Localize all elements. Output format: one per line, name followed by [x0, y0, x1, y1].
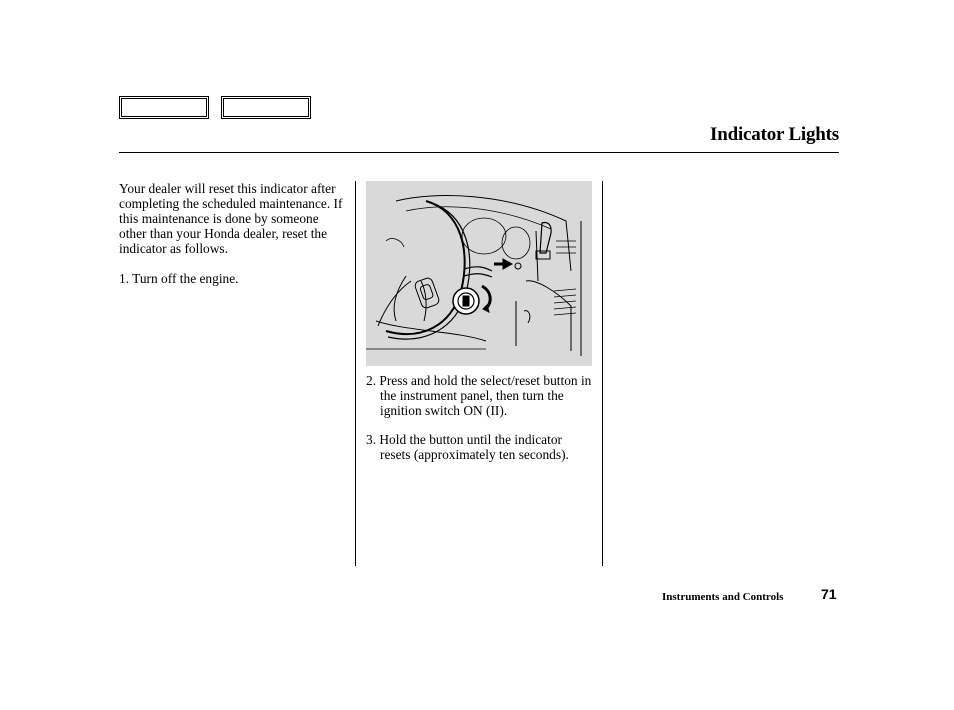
step-3: 3. Hold the button until the indicator resets (approximately ten seconds). — [366, 432, 569, 462]
intro-paragraph: Your dealer will reset this indicator after completing the scheduled maintenance. If this maintenance is done by someone other than your Honda dealer, reset the indicator as follows. — [119, 181, 343, 256]
footer-section-title: Instruments and Controls — [662, 591, 784, 603]
left-column — [119, 181, 344, 301]
column-divider-left — [355, 181, 356, 566]
dashboard-illustration — [366, 181, 592, 366]
page-title: Indicator Lights — [710, 124, 839, 145]
column-divider-right — [602, 181, 603, 566]
middle-column — [366, 373, 594, 476]
title-rule — [119, 152, 839, 153]
nav-prev-button[interactable] — [119, 96, 209, 119]
page-number: 71 — [821, 586, 837, 602]
dashboard-illustration-drawing — [366, 181, 592, 366]
step-1: 1. Turn off the engine. — [119, 271, 239, 286]
nav-next-button[interactable] — [221, 96, 311, 119]
step-2: 2. Press and hold the select/reset button in the instrument panel, then turn the ignition switch ON (II). — [366, 373, 592, 418]
